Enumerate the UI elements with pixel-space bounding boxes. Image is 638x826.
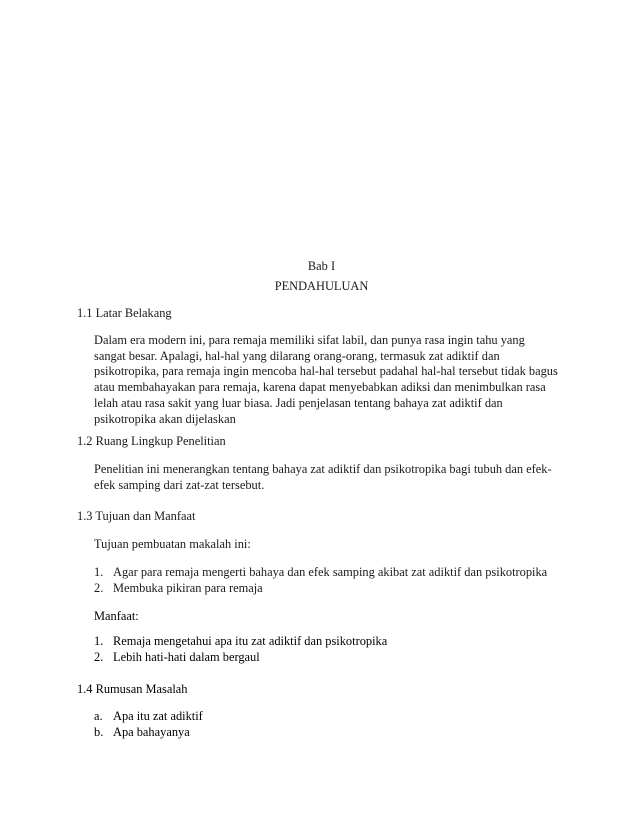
list-item-text: Apa itu zat adiktif (113, 709, 203, 723)
paragraph-line: Dalam era modern ini, para remaja memiliki sifat labil, dan punya rasa ingin tahu yang (94, 333, 525, 347)
paragraph-line: efek samping dari zat-zat tersebut. (94, 477, 265, 492)
list-item (94, 725, 203, 741)
paragraph-line: sangat besar. Apalagi, hal-hal yang dilarang orang-orang, termasuk zat adiktif dan (94, 348, 500, 363)
section-heading-ruang-lingkup: 1.2 Ruang Lingkup Penelitian (77, 434, 226, 448)
chapter-title: PENDAHULUAN (274, 278, 369, 293)
list-item-text: Remaja mengetahui apa itu zat adiktif dan psikotropika (113, 634, 388, 648)
benefits-label: Manfaat: (94, 609, 139, 623)
paragraph-latar-belakang (94, 333, 569, 427)
list-item (94, 581, 547, 597)
list-marker: a. (94, 709, 103, 723)
list-item-text: Agar para remaja mengerti bahaya dan efek samping akibat zat adiktif dan psikotropika (113, 565, 548, 579)
list-marker: 2. (94, 580, 104, 595)
chapter-title-block (0, 259, 638, 294)
list-item-text: Membuka pikiran para remaja (113, 580, 263, 595)
list-item (94, 565, 547, 581)
paragraph-line: lelah atau rasa sakit yang luar biasa. Jadi penjelasan tentang bahaya zat adiktif dan (94, 395, 503, 410)
list-marker: 2. (94, 649, 104, 664)
paragraph-ruang-lingkup (94, 462, 569, 493)
paragraph-line: atau membahayakan para remaja, karena dapat menyebabkan adiksi dan menimbulkan rasa (94, 380, 546, 395)
list-marker: b. (94, 724, 104, 739)
section-heading-tujuan-manfaat: 1.3 Tujuan dan Manfaat (77, 509, 196, 523)
list-marker: 1. (94, 634, 104, 648)
chapter-label: Bab I (307, 259, 336, 273)
section-heading-rumusan-masalah: 1.4 Rumusan Masalah (77, 682, 188, 696)
list-item-text: Apa bahayanya (113, 724, 190, 739)
goals-intro: Tujuan pembuatan makalah ini: (94, 537, 251, 551)
section-heading-latar-belakang: 1.1 Latar Belakang (77, 306, 172, 320)
list-item-text: Lebih hati-hati dalam bergaul (113, 649, 260, 664)
list-item (94, 650, 387, 666)
benefits-list (94, 634, 387, 665)
paragraph-line: psikotropika, para remaja ingin mencoba hal-hal tersebut padahal hal-hal tersebut tidak bagus (94, 364, 558, 379)
paragraph-line: psikotropika akan dijelaskan (94, 411, 236, 426)
problems-list (94, 709, 203, 740)
paragraph-line: Penelitian ini menerangkan tentang bahaya zat adiktif dan psikotropika bagi tubuh dan efek- (94, 462, 552, 476)
list-item (94, 709, 203, 725)
goals-list (94, 565, 547, 596)
list-marker: 1. (94, 565, 104, 579)
list-item (94, 634, 387, 650)
